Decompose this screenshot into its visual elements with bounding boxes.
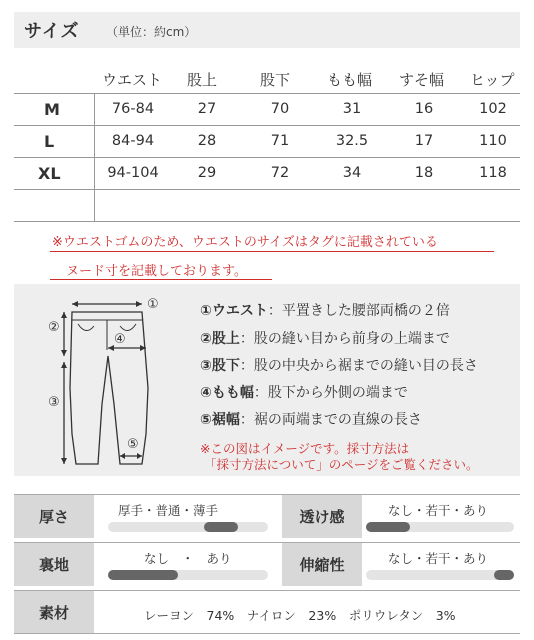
stretch-label: 伸縮性 — [282, 543, 362, 586]
definition-term: ⑤裾幅 — [200, 412, 240, 428]
waist-note-line2: ヌード寸を記載しております。 — [66, 264, 247, 279]
table-divider — [14, 125, 520, 126]
image-note-line2: 「採寸方法について」のページをご覧ください。 — [204, 457, 479, 472]
column-header-hip: ヒップ — [470, 71, 515, 89]
measurement-diagram-box — [14, 284, 520, 476]
table-cell: 94-104 — [107, 165, 159, 181]
thickness-track — [108, 522, 268, 532]
thickness-indicator — [204, 522, 238, 532]
image-note-line1: ※この図はイメージです。採寸方法は — [200, 441, 410, 456]
transparency-indicator — [366, 522, 410, 532]
table-cell: 72 — [270, 165, 290, 181]
thickness-scale: 厚手・普通・薄手 — [118, 503, 219, 518]
thickness-label: 厚さ — [14, 495, 94, 538]
size-unit: （単位：約cm） — [106, 25, 197, 39]
transparency-track — [366, 522, 514, 532]
column-header-waist: ウエスト — [102, 71, 163, 89]
column-header-inseam: 股下 — [260, 71, 291, 89]
size-label: L — [44, 132, 55, 151]
attribute-row-3 — [14, 590, 520, 634]
column-header-thigh: もも幅 — [327, 71, 373, 89]
size-label: XL — [38, 164, 61, 183]
marker-3: ③ — [48, 395, 60, 410]
definition-thigh — [200, 382, 408, 402]
marker-4: ④ — [114, 332, 126, 347]
attribute-row-1 — [14, 494, 520, 539]
definition-inseam — [200, 355, 478, 375]
table-cell: 70 — [270, 101, 290, 117]
table-cell: 16 — [414, 101, 434, 117]
definition-rise — [200, 328, 450, 348]
transparency-label: 透け感 — [282, 495, 362, 538]
pants-diagram — [14, 284, 184, 476]
table-divider — [14, 189, 520, 190]
lining-track — [108, 570, 268, 580]
definition-desc: ：股下から外側の端まで — [253, 385, 408, 401]
table-cell: 118 — [479, 165, 507, 181]
size-title: サイズ — [24, 21, 80, 42]
stretch-indicator — [494, 570, 514, 580]
note-underline — [50, 251, 494, 252]
definition-desc: ：裾の両端までの直線の長さ — [239, 412, 422, 428]
stretch-track — [366, 570, 514, 580]
size-header — [14, 12, 520, 48]
table-cell: 27 — [197, 101, 217, 117]
definition-term: ③股下 — [200, 358, 240, 374]
waist-note-line1: ※ウエストゴムのため、ウエストのサイズはタグに記載されている — [52, 235, 438, 250]
definition-term: ②股上 — [200, 331, 240, 347]
table-divider — [14, 93, 520, 94]
table-cell: 18 — [414, 165, 434, 181]
table-divider — [14, 157, 520, 158]
lining-label: 裏地 — [14, 543, 94, 586]
table-cell: 29 — [197, 165, 217, 181]
stretch-scale: なし・若干・あり — [388, 551, 489, 566]
table-cell: 71 — [270, 133, 290, 149]
transparency-scale: なし・若干・あり — [388, 503, 489, 518]
size-label: M — [44, 100, 60, 119]
column-header-hem: すそ幅 — [399, 71, 445, 89]
table-cell: 76-84 — [111, 101, 155, 117]
table-cell: 17 — [414, 133, 434, 149]
table-cell: 32.5 — [335, 133, 369, 149]
table-cell: 28 — [197, 133, 217, 149]
table-cell: 102 — [479, 101, 507, 117]
material-value: レーヨン 74% ナイロン 23% ポリウレタン 3% — [144, 608, 456, 623]
definition-desc: ：平置きした腰部両橋の２倍 — [267, 303, 450, 319]
definition-desc: ：股の縫い目から前身の上端まで — [239, 331, 450, 347]
definition-term: ④もも幅 — [200, 385, 254, 401]
marker-5: ⑤ — [127, 437, 139, 452]
marker-1: ① — [147, 297, 159, 312]
marker-2: ② — [48, 320, 60, 335]
table-cell: 34 — [342, 165, 362, 181]
definition-desc: ：股の中央から裾までの縫い目の長さ — [239, 358, 478, 374]
table-divider — [14, 221, 520, 222]
definition-hem — [200, 409, 422, 429]
note-underline — [50, 279, 272, 280]
table-cell: 31 — [342, 101, 362, 117]
column-header-rise: 股上 — [187, 71, 218, 89]
table-cell: 110 — [479, 133, 507, 149]
table-divider — [94, 93, 95, 221]
lining-indicator — [108, 570, 178, 580]
lining-scale: なし ・ あり — [144, 551, 232, 566]
material-label: 素材 — [14, 591, 94, 633]
definition-term: ①ウエスト — [200, 303, 268, 319]
definition-waist — [200, 300, 450, 320]
attribute-row-2 — [14, 542, 520, 587]
pocket-line — [78, 324, 94, 331]
pocket-line — [120, 324, 136, 331]
table-cell: 84-94 — [111, 133, 155, 149]
